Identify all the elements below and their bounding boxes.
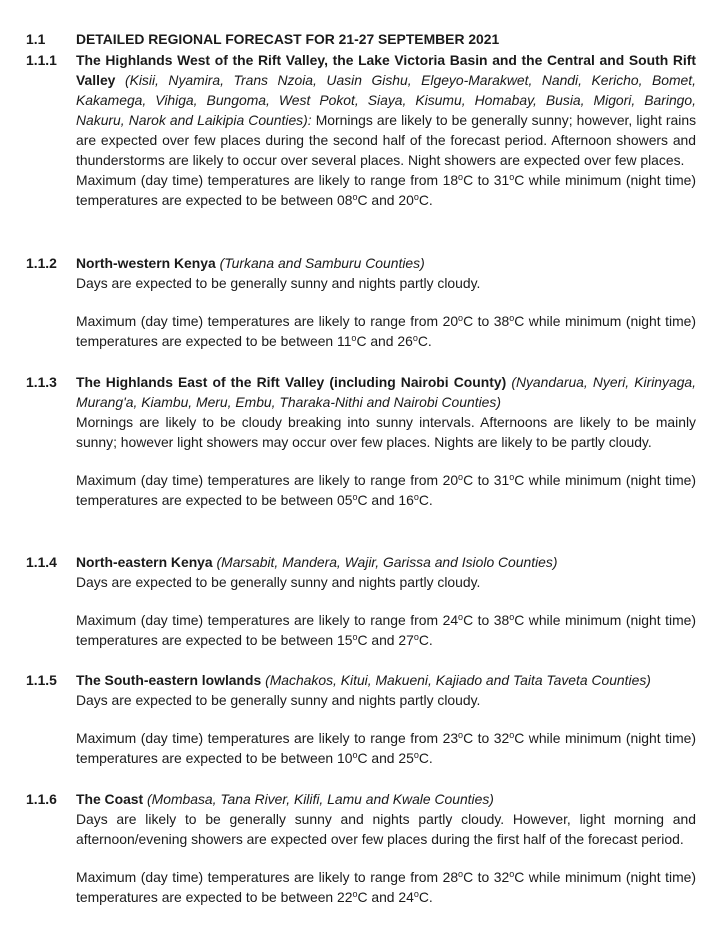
region-name: The Coast xyxy=(76,791,144,807)
region-counties: (Turkana and Samburu Counties) xyxy=(219,255,425,271)
region-heading xyxy=(76,253,696,273)
region-counties: (Kisii, Nyamira, Trans Nzoia, Uasin Gishu, Elgeyo-Marakwet, Nandi, Kericho, Bomet, Kakamega, Vihiga, Bungoma, West Pokot, Siaya, Kisumu, Homabay, Busia, Migori, Baringo, Nakuru, Narok and Laikipia Counties): xyxy=(76,72,696,128)
region-heading xyxy=(76,789,696,809)
region-heading xyxy=(76,372,696,412)
region-number: 1.1.4 xyxy=(26,554,57,570)
region-number: 1.1.5 xyxy=(26,672,57,688)
region-heading xyxy=(76,670,696,690)
region-name: North-eastern Kenya xyxy=(76,554,213,570)
region-temperatures: Maximum (day time) temperatures are likely to range from 24$^o$C to 38$^o$C while minimum (night time) temperatures are expected to be between 15$^o$C and 27$^o$C. xyxy=(76,612,697,648)
region-name: The Highlands East of the Rift Valley (including Nairobi County) xyxy=(76,374,507,390)
region-number: 1.1.1 xyxy=(26,52,57,68)
region-coast xyxy=(26,789,696,907)
region-name: The Highlands West of the Rift Valley, the Lake Victoria Basin and the Central and South Rift Valley xyxy=(76,52,696,88)
region-temperatures: Maximum (day time) temperatures are likely to range from 18$^o$C to 31$^o$C while minimum (night time) temperatures are expected to be between 08$^o$C and 20$^o$C. xyxy=(76,172,697,208)
region-highlands-east xyxy=(26,372,696,510)
region-description xyxy=(76,50,696,170)
region-heading xyxy=(76,552,696,572)
region-counties: (Mombasa, Tana River, Kilifi, Lamu and Kwale Counties) xyxy=(147,791,494,807)
region-south-eastern xyxy=(26,670,696,768)
region-forecast: Days are likely to be generally sunny and nights partly cloudy. However, light morning and afternoon/evening showers are expected over few places during the first half of the forecast period. xyxy=(76,811,696,847)
region-forecast: Mornings are likely to be cloudy breaking into sunny intervals. Afternoons are likely to be mainly sunny; however light showers may occur over few places. Nights are likely to be partly cloudy. xyxy=(76,414,696,450)
region-temperatures: Maximum (day time) temperatures are likely to range from 20$^o$C to 31$^o$C while minimum (night time) temperatures are expected to be between 05$^o$C and 16$^o$C. xyxy=(76,472,697,508)
region-forecast: Days are expected to be generally sunny and nights partly cloudy. xyxy=(76,574,481,590)
region-temperatures: Maximum (day time) temperatures are likely to range from 23$^o$C to 32$^o$C while minimum (night time) temperatures are expected to be between 10$^o$C and 25$^o$C. xyxy=(76,730,697,766)
region-highlands-west xyxy=(26,50,696,210)
region-temperatures: Maximum (day time) temperatures are likely to range from 28$^o$C to 32$^o$C while minimum (night time) temperatures are expected to be between 22$^o$C and 24$^o$C. xyxy=(76,869,697,905)
region-temperatures: Maximum (day time) temperatures are likely to range from 20$^o$C to 38$^o$C while minimum (night time) temperatures are expected to be between 11$^o$C and 26$^o$C. xyxy=(76,313,697,349)
region-counties: (Marsabit, Mandera, Wajir, Garissa and Isiolo Counties) xyxy=(216,554,558,570)
region-forecast: Days are expected to be generally sunny and nights partly cloudy. xyxy=(76,275,481,291)
section-number: 1.1 xyxy=(26,31,46,47)
region-number: 1.1.2 xyxy=(26,255,57,271)
region-counties: (Machakos, Kitui, Makueni, Kajiado and Taita Taveta Counties) xyxy=(265,672,651,688)
region-name: North-western Kenya xyxy=(76,255,216,271)
region-forecast: Mornings are likely to be generally sunny; however, light rains are expected over few places during the second half of the forecast period. Afternoon showers and thunderstorms are likely to occur over several places. Night showers are expected over few places. xyxy=(76,112,697,168)
region-north-eastern xyxy=(26,552,696,650)
region-number: 1.1.6 xyxy=(26,791,57,807)
region-counties: (Nyandarua, Nyeri, Kirinyaga, Murang'a, Kiambu, Meru, Embu, Tharaka-Nithi and Nairobi Counties) xyxy=(76,374,697,410)
section-title: DETAILED REGIONAL FORECAST FOR 21-27 SEPTEMBER 2021 xyxy=(76,31,500,47)
region-north-western xyxy=(26,253,696,351)
region-forecast: Days are expected to be generally sunny and nights partly cloudy. xyxy=(76,692,481,708)
region-name: The South-eastern lowlands xyxy=(76,672,262,688)
region-number: 1.1.3 xyxy=(26,374,57,390)
section-header xyxy=(26,29,696,49)
